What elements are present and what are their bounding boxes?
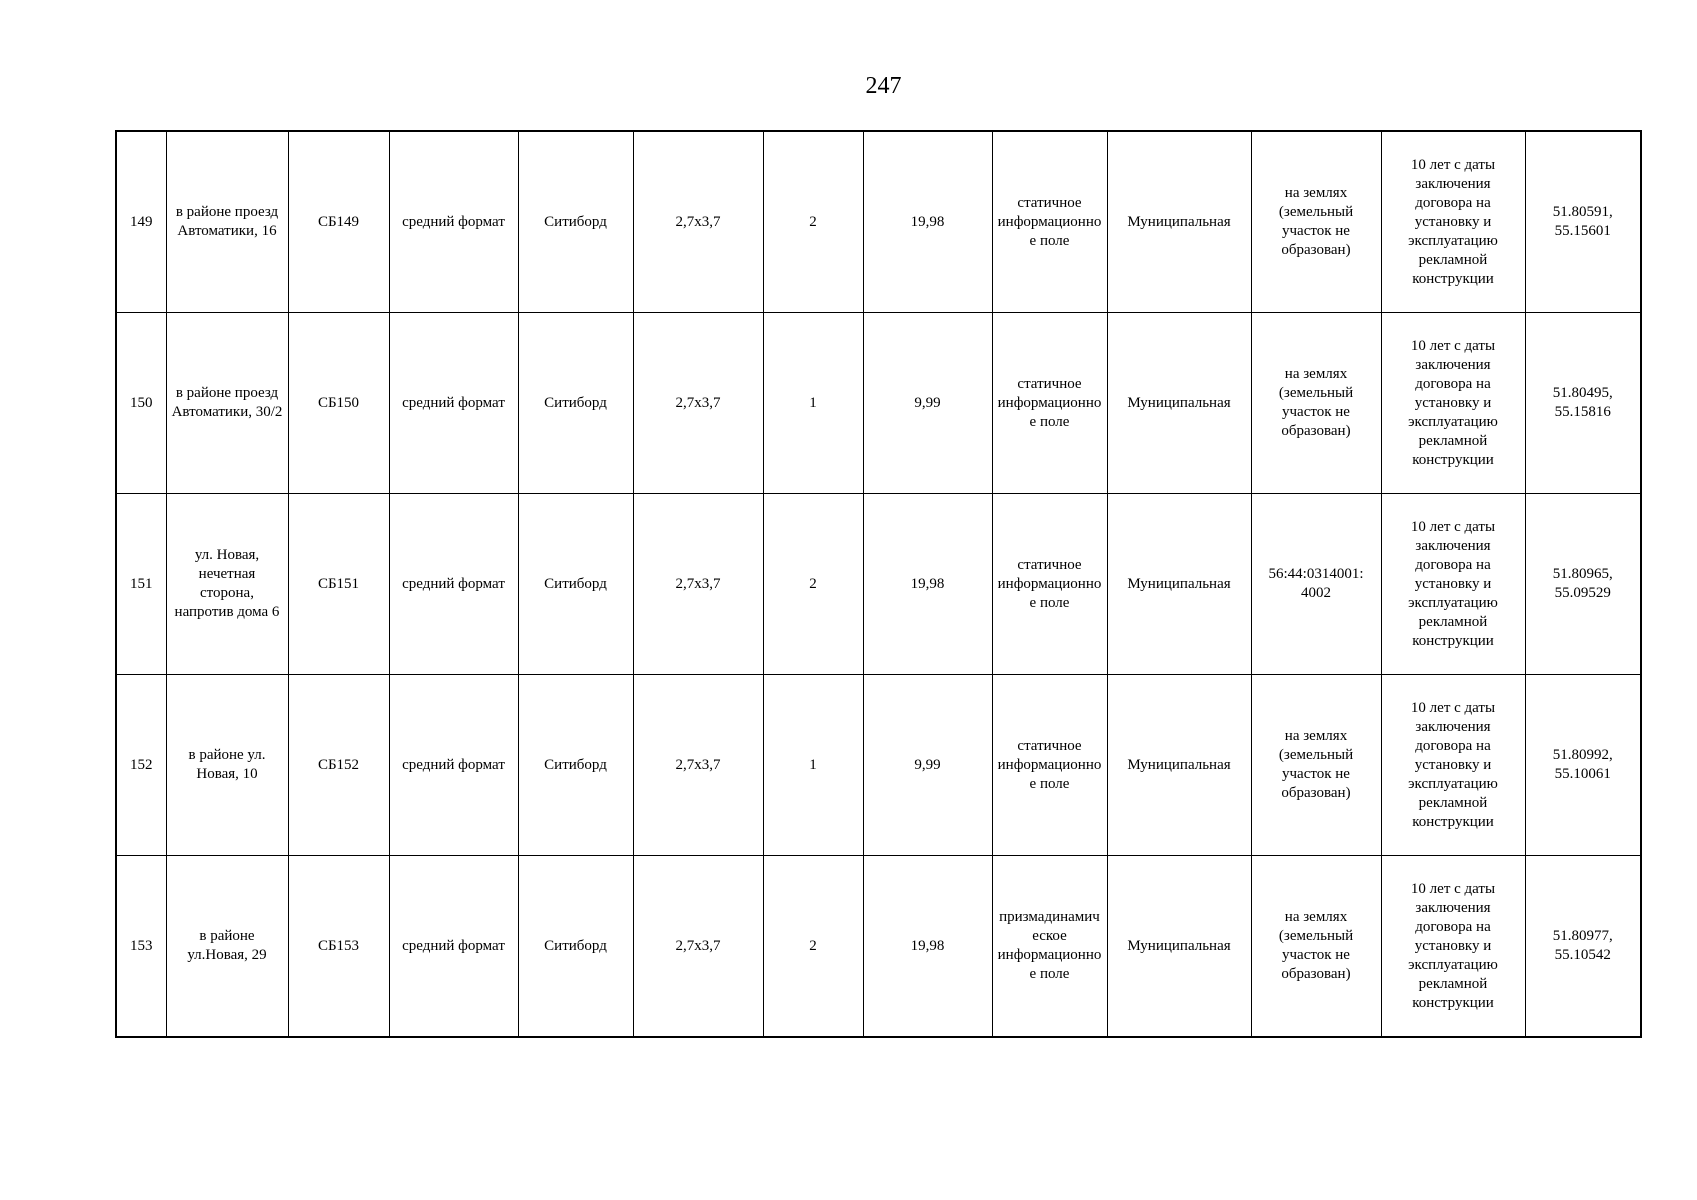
ownership-cell: Муниципальная xyxy=(1107,675,1251,856)
land-cell: на землях (земельный участок не образован) xyxy=(1251,313,1381,494)
term-cell: 10 лет с даты заключения договора на установку и эксплуатацию рекламной конструкции xyxy=(1381,856,1525,1038)
coordinates-cell: 51.80591, 55.15601 xyxy=(1525,131,1641,313)
field-type-cell: статичное информационное поле xyxy=(992,131,1107,313)
size-cell: 2,7х3,7 xyxy=(633,131,763,313)
area-cell: 19,98 xyxy=(863,856,992,1038)
ownership-cell: Муниципальная xyxy=(1107,494,1251,675)
sides-cell: 2 xyxy=(763,494,863,675)
table-row xyxy=(116,131,1641,313)
field-type-cell: статичное информационное поле xyxy=(992,494,1107,675)
table-row xyxy=(116,856,1641,1038)
type-cell: Ситиборд xyxy=(518,494,633,675)
type-cell: Ситиборд xyxy=(518,313,633,494)
row-number: 152 xyxy=(116,675,166,856)
field-type-cell: призмадинамическое информационное поле xyxy=(992,856,1107,1038)
area-cell: 19,98 xyxy=(863,131,992,313)
coordinates-cell: 51.80977, 55.10542 xyxy=(1525,856,1641,1038)
land-cell: 56:44:0314001: 4002 xyxy=(1251,494,1381,675)
coordinates-cell: 51.80965, 55.09529 xyxy=(1525,494,1641,675)
coordinates-cell: 51.80992, 55.10061 xyxy=(1525,675,1641,856)
size-cell: 2,7х3,7 xyxy=(633,313,763,494)
type-cell: Ситиборд xyxy=(518,675,633,856)
location-cell: в районе проезд Автоматики, 16 xyxy=(166,131,288,313)
row-number: 150 xyxy=(116,313,166,494)
code-cell: СБ153 xyxy=(288,856,389,1038)
term-cell: 10 лет с даты заключения договора на установку и эксплуатацию рекламной конструкции xyxy=(1381,131,1525,313)
code-cell: СБ149 xyxy=(288,131,389,313)
ownership-cell: Муниципальная xyxy=(1107,856,1251,1038)
advertising-structures-table xyxy=(115,130,1642,1038)
size-cell: 2,7х3,7 xyxy=(633,856,763,1038)
row-number: 153 xyxy=(116,856,166,1038)
field-type-cell: статичное информационное поле xyxy=(992,313,1107,494)
field-type-cell: статичное информационное поле xyxy=(992,675,1107,856)
format-cell: средний формат xyxy=(389,131,518,313)
format-cell: средний формат xyxy=(389,675,518,856)
term-cell: 10 лет с даты заключения договора на установку и эксплуатацию рекламной конструкции xyxy=(1381,675,1525,856)
term-cell: 10 лет с даты заключения договора на установку и эксплуатацию рекламной конструкции xyxy=(1381,494,1525,675)
type-cell: Ситиборд xyxy=(518,131,633,313)
code-cell: СБ152 xyxy=(288,675,389,856)
sides-cell: 1 xyxy=(763,313,863,494)
sides-cell: 2 xyxy=(763,856,863,1038)
table-row xyxy=(116,494,1641,675)
row-number: 151 xyxy=(116,494,166,675)
type-cell: Ситиборд xyxy=(518,856,633,1038)
location-cell: ул. Новая, нечетная сторона, напротив дома 6 xyxy=(166,494,288,675)
sides-cell: 1 xyxy=(763,675,863,856)
code-cell: СБ151 xyxy=(288,494,389,675)
sides-cell: 2 xyxy=(763,131,863,313)
format-cell: средний формат xyxy=(389,856,518,1038)
location-cell: в районе проезд Автоматики, 30/2 xyxy=(166,313,288,494)
code-cell: СБ150 xyxy=(288,313,389,494)
term-cell: 10 лет с даты заключения договора на установку и эксплуатацию рекламной конструкции xyxy=(1381,313,1525,494)
row-number: 149 xyxy=(116,131,166,313)
location-cell: в районе ул. Новая, 10 xyxy=(166,675,288,856)
ownership-cell: Муниципальная xyxy=(1107,313,1251,494)
area-cell: 19,98 xyxy=(863,494,992,675)
location-cell: в районе ул.Новая, 29 xyxy=(166,856,288,1038)
table-row xyxy=(116,313,1641,494)
page-number: 247 xyxy=(865,73,902,99)
format-cell: средний формат xyxy=(389,313,518,494)
area-cell: 9,99 xyxy=(863,313,992,494)
table-row xyxy=(116,675,1641,856)
land-cell: на землях (земельный участок не образован) xyxy=(1251,131,1381,313)
land-cell: на землях (земельный участок не образован) xyxy=(1251,856,1381,1038)
ownership-cell: Муниципальная xyxy=(1107,131,1251,313)
size-cell: 2,7х3,7 xyxy=(633,675,763,856)
coordinates-cell: 51.80495, 55.15816 xyxy=(1525,313,1641,494)
size-cell: 2,7х3,7 xyxy=(633,494,763,675)
land-cell: на землях (земельный участок не образован) xyxy=(1251,675,1381,856)
format-cell: средний формат xyxy=(389,494,518,675)
area-cell: 9,99 xyxy=(863,675,992,856)
